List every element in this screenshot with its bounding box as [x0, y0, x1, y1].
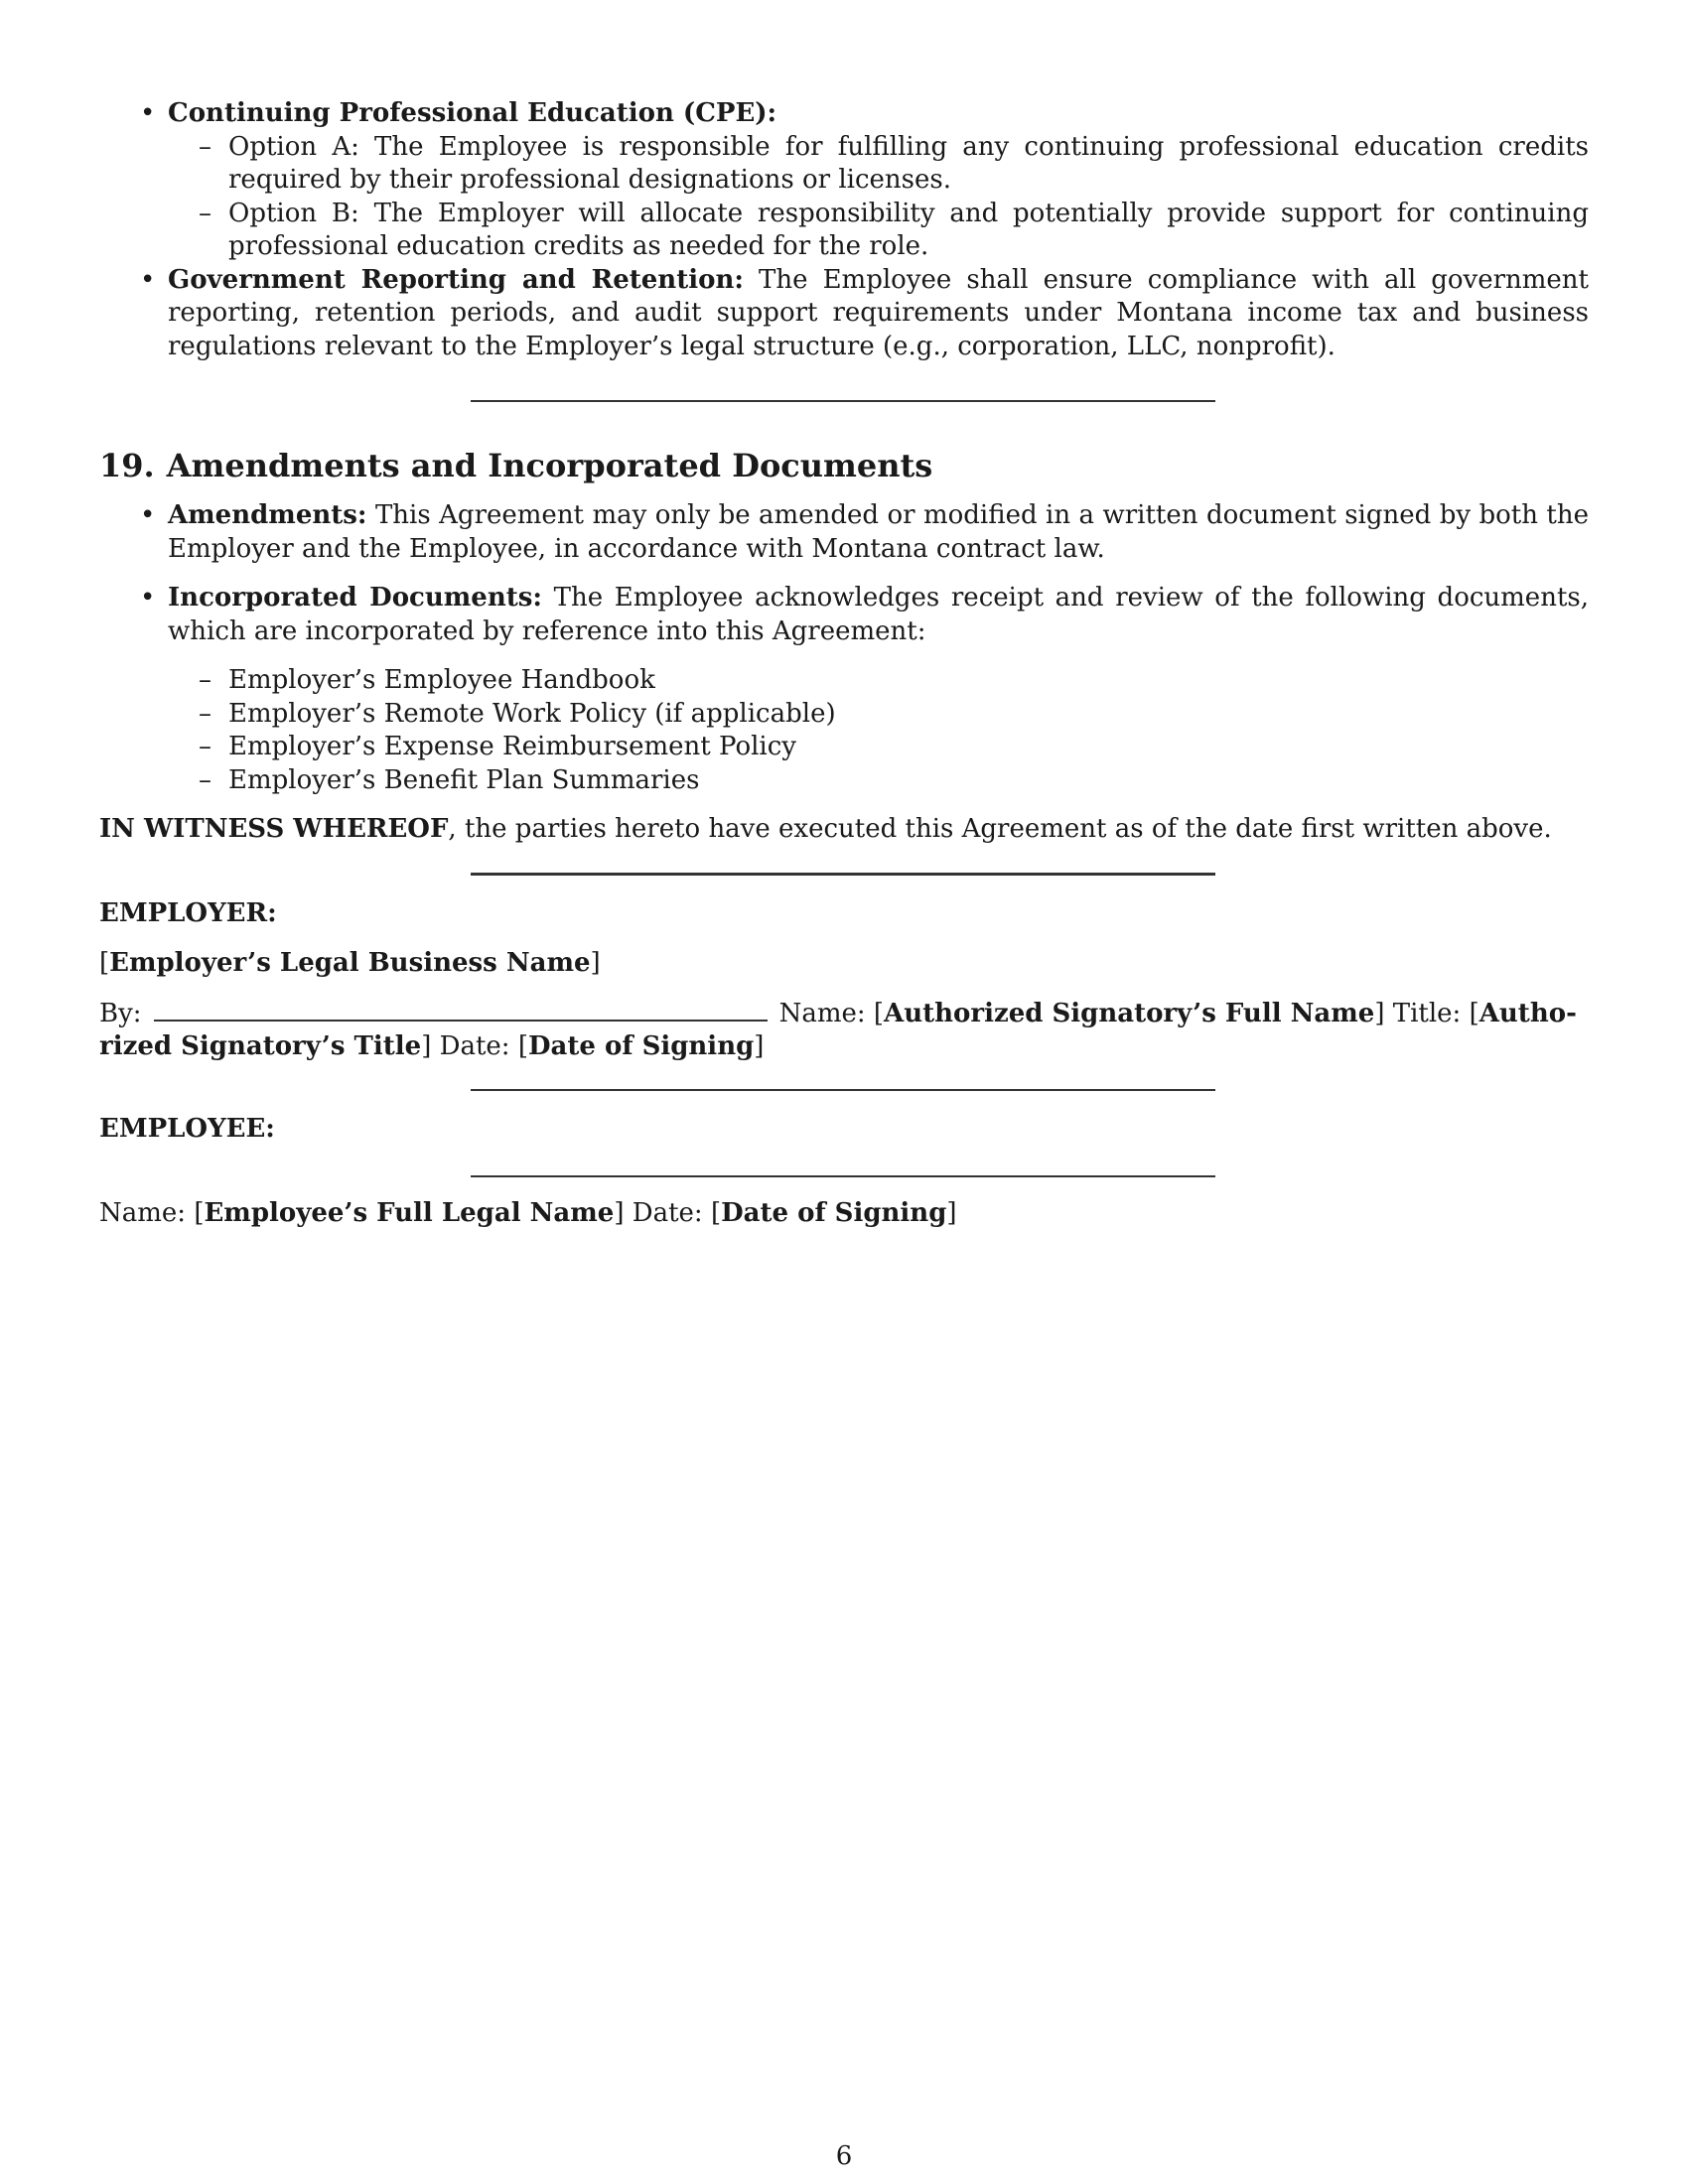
cpe-option-a: [168, 131, 1589, 198]
section-title: Amendments and Incorporated Documents: [166, 447, 933, 484]
document-item: [168, 664, 1589, 698]
dash-icon: –: [199, 698, 211, 729]
document-item: [168, 698, 1589, 732]
employer-business-name-line: [Employer’s Legal Business Name]: [99, 948, 601, 978]
employer-business-name: Employer’s Legal Business Name: [109, 948, 591, 978]
gov-text: The Employee shall ensure compliance with all government reporting, retention periods, and audit support requirements under Montana income tax and business regulations relevant to the Employer’s legal structure (e.g., corporation, LLC, nonprofit).: [168, 264, 1589, 361]
incorporated-heading: Incorporated Documents:: [168, 583, 542, 613]
signatory-title-start: Autho-: [1478, 998, 1577, 1028]
section-19-heading: [99, 446, 1589, 485]
witness-bold: IN WITNESS WHEREOF: [99, 814, 449, 844]
employee-name-label: Name:: [99, 1198, 187, 1228]
bullet-icon: •: [140, 98, 156, 128]
employer-signature-block: By: Name: [Authorized Signatory’s Full Name] Title: [Autho- rized Signatory’s Title] Date: [Date of Signing]: [99, 998, 1577, 1061]
page-number: 6: [835, 2141, 853, 2171]
separator-rule: [471, 1089, 1215, 1091]
employee-name-value: Employee’s Full Legal Name: [204, 1198, 615, 1228]
separator-rule: [471, 400, 1215, 402]
employer-signature-line[interactable]: [154, 998, 768, 1022]
dash-icon: –: [199, 764, 211, 795]
signatory-title-end: rized Signatory’s Title: [99, 1031, 422, 1061]
document-text: Employer’s Remote Work Policy (if applicable): [228, 698, 836, 729]
signatory-title-label: Title:: [1392, 998, 1462, 1028]
document-page: [99, 97, 1589, 1231]
incorporated-documents: [168, 664, 1589, 797]
by-label: By:: [99, 998, 142, 1028]
witness-paragraph: [99, 813, 1589, 847]
amendments-item: [99, 499, 1589, 566]
employer-date-label: Date:: [439, 1031, 510, 1061]
employee-name-line: Name: [Employee’s Full Legal Name] Date: [Date of Signing]: [99, 1198, 957, 1228]
employee-date-value: Date of Signing: [721, 1198, 947, 1228]
document-item: [168, 731, 1589, 764]
section-19-list: [99, 499, 1589, 797]
employer-label: EMPLOYER:: [99, 897, 277, 928]
document-text: Employer’s Benefit Plan Summaries: [228, 764, 700, 795]
amendments-heading: Amendments:: [168, 500, 367, 530]
cpe-heading: Continuing Professional Education (CPE):: [168, 98, 777, 128]
dash-icon: –: [199, 131, 211, 162]
witness-text: , the parties hereto have executed this Agreement as of the date first written above.: [448, 814, 1552, 844]
amendments-text: This Agreement may only be amended or modified in a written document signed by both the Employer and the Employee, in accordance with Montana contract law.: [168, 500, 1590, 564]
dash-icon: –: [199, 732, 211, 761]
document-text: Employer’s Expense Reimbursement Policy: [228, 732, 796, 761]
employee-date-label: Date:: [632, 1198, 703, 1228]
dash-icon: –: [199, 198, 211, 228]
cpe-gov-list: [99, 97, 1589, 363]
cpe-option-a-text: Option A: The Employee is responsible for fulfilling any continuing professional education credits required by their professional designations or licenses.: [228, 131, 1589, 195]
document-text: Employer’s Employee Handbook: [228, 665, 655, 695]
cpe-options: [168, 131, 1589, 264]
gov-item: [99, 264, 1589, 364]
bullet-icon: •: [140, 264, 156, 295]
cpe-option-b: [168, 198, 1589, 264]
gov-heading: Government Reporting and Retention:: [168, 264, 744, 295]
document-item: [168, 764, 1589, 798]
incorporated-item: [99, 582, 1589, 797]
signatory-name-label: Name:: [778, 998, 866, 1028]
cpe-item: [99, 97, 1589, 264]
bullet-icon: •: [140, 583, 156, 613]
employer-date-value: Date of Signing: [528, 1031, 755, 1061]
incorporated-text: The Employee acknowledges receipt and review of the following documents, which are incorporated by reference into this Agreement:: [168, 583, 1589, 646]
separator-rule: [471, 873, 1215, 876]
signatory-name: Authorized Signatory’s Full Name: [884, 998, 1375, 1028]
employee-signature-line[interactable]: [471, 1175, 1215, 1177]
cpe-option-b-text: Option B: The Employer will allocate responsibility and potentially provide support for continuing professional education credits as needed for the role.: [228, 198, 1589, 261]
employee-label: EMPLOYEE:: [99, 1113, 275, 1144]
section-number: 19.: [99, 447, 155, 484]
bullet-icon: •: [140, 500, 156, 530]
dash-icon: –: [199, 665, 211, 695]
